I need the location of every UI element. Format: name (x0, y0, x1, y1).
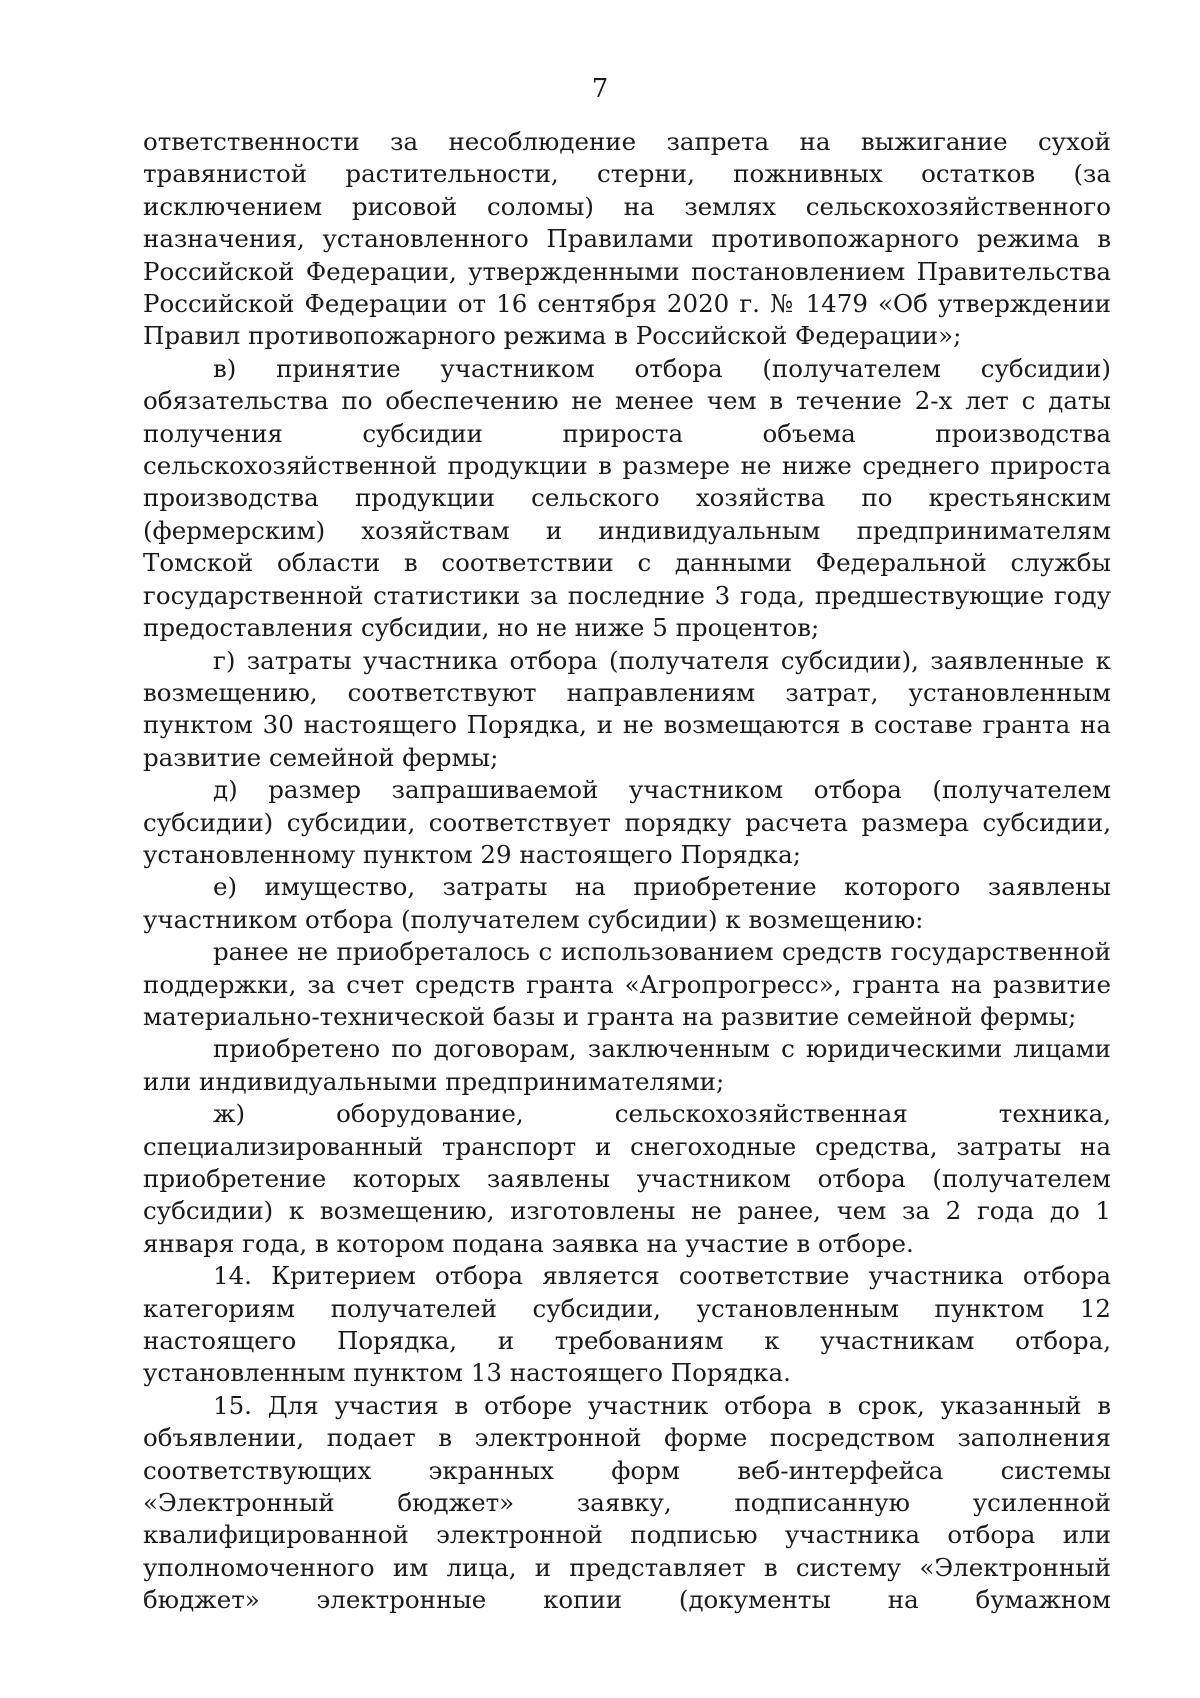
paragraph-item-e-sub-2: приобретено по договорам, заключенным с юридическими лицами или индивидуальными предпринимателями; (143, 1034, 1111, 1096)
document-body (143, 126, 1111, 1617)
paragraph-item-g: г) затраты участника отбора (получателя субсидии), заявленные к возмещению, соответствуют направлениям затрат, установленным пунктом 30 настоящего Порядка, и не возмещаются в составе гранта на развитие семейной фермы; (143, 645, 1111, 772)
paragraph-item-e-sub-1: ранее не приобреталось с использованием средств государственной поддержки, за счет средств гранта «Агропрогресс», гранта на развитие материально-технической базы и гранта на развитие семейной фермы; (143, 937, 1111, 1031)
paragraph-continuation: ответственности за несоблюдение запрета на выжигание сухой травянистой растительности, стерни, пожнивных остатков (за исключением рисовой соломы) на землях сельскохозяйственного назначения, установленного Правилами противопожарного режима в Российской Федерации, утвержденными постановлением Правительства Российской Федерации от 16 сентября 2020 г. № 1479 «Об утверждении Правил противопожарного режима в Российской Федерации»; (143, 127, 1111, 351)
page-number: 7 (591, 74, 609, 104)
paragraph-item-d: д) размер запрашиваемой участником отбора (получателем субсидии) субсидии, соответствует порядку расчета размера субсидии, установленному пунктом 29 настоящего Порядка; (143, 775, 1111, 869)
paragraph-clause-15: 15. Для участия в отборе участник отбора в срок, указанный в объявлении, подает в электронной форме посредством заполнения соответствующих экранных форм веб-интерфейса системы «Электронный бюджет» заявку, подписанную усиленной квалифицированной электронной подписью участника отбора или уполномоченного им лица, и представляет в систему «Электронный бюджет» электронные копии (документы на бумажном (143, 1390, 1111, 1615)
paragraph-clause-14: 14. Критерием отбора является соответствие участника отбора категориям получателей субсидии, установленным пунктом 12 настоящего Порядка, и требованиям к участникам отбора, установленным пунктом 13 настоящего Порядка. (143, 1261, 1111, 1388)
paragraph-item-v: в) принятие участником отбора (получателем субсидии) обязательства по обеспечению не менее чем в течение 2-х лет с даты получения субсидии прироста объема производства сельскохозяйственной продукции в размере не ниже среднего прироста производства продукции сельского хозяйства по крестьянским (фермерским) хозяйствам и индивидуальным предпринимателям Томской области в соответствии с данными Федеральной службы государственной статистики за последние 3 года, предшествующие году предоставления субсидии, но не ниже 5 процентов; (143, 353, 1111, 643)
paragraph-item-e: е) имущество, затраты на приобретение которого заявлены участником отбора (получателем субсидии) к возмещению: (143, 872, 1111, 934)
paragraph-item-zh: ж) оборудование, сельскохозяйственная техника, специализированный транспорт и снегоходные средства, затраты на приобретение которых заявлены участником отбора (получателем субсидии) к возмещению, изготовлены не ранее, чем за 2 года до 1 января года, в котором подана заявка на участие в отборе. (143, 1099, 1111, 1258)
